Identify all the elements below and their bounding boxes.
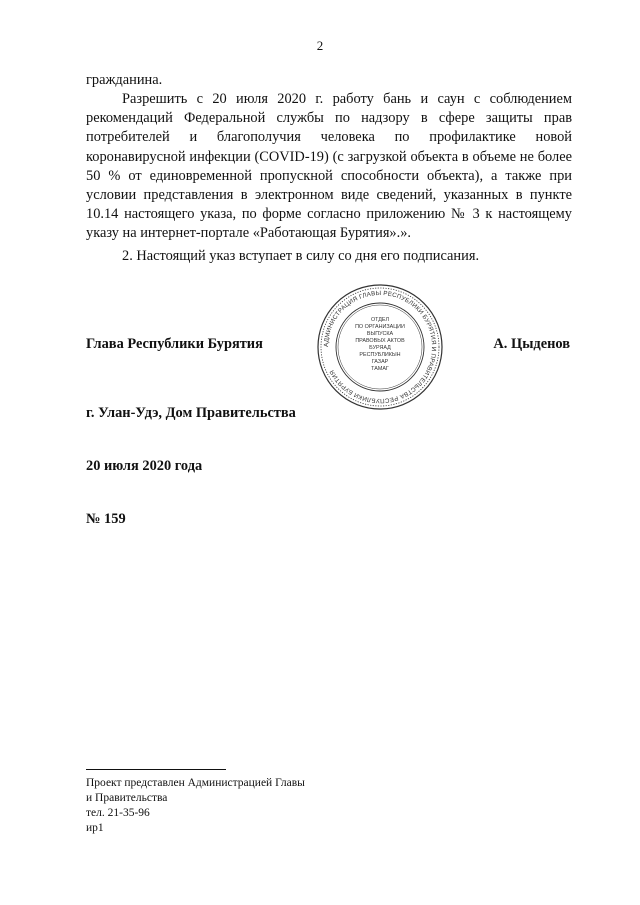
- paragraph-text: гражданина.: [86, 72, 163, 88]
- seal-ring-text: АДМИНИСТРАЦИЯ ГЛАВЫ РЕСПУБЛИКИ БУРЯТИЯ И ПРАВИТЕЛЬСТВА РЕСПУБЛИКИ БУРЯТИЯ: [322, 289, 438, 405]
- footnote-line: ир1: [86, 822, 104, 834]
- signer-title: Глава Республики Бурятия: [86, 336, 263, 352]
- footnote-divider: [86, 769, 226, 770]
- signer-name: А. Цыденов: [493, 336, 570, 352]
- footnote: [86, 776, 305, 836]
- paragraph-baths: [86, 90, 572, 244]
- seal-line: ПО ОРГАНИЗАЦИИ: [355, 324, 405, 330]
- paragraph-effective: [86, 247, 572, 266]
- signing-date: 20 июля 2020 года: [86, 458, 203, 474]
- footnote-line: и Правительства: [86, 792, 168, 804]
- footnote-line: Проект представлен Администрацией Главы: [86, 777, 305, 789]
- seal-line: РЕСПУБЛИКЫН: [359, 352, 401, 358]
- seal-line: ВЫПУСКА: [366, 331, 394, 337]
- decree-number: № 159: [86, 511, 126, 527]
- paragraph-text: 2. Настоящий указ вступает в силу со дня его подписания.: [122, 248, 480, 264]
- signing-place: г. Улан-Удэ, Дом Правительства: [86, 405, 296, 421]
- seal-line: ТАМАГ: [371, 366, 389, 372]
- official-seal: [316, 283, 444, 411]
- paragraph-continuation: [86, 71, 572, 90]
- seal-line: ГАЗАР: [371, 359, 389, 365]
- footnote-line: тел. 21-35-96: [86, 807, 150, 819]
- seal-line: БУРЯАД: [369, 345, 391, 351]
- seal-line: ПРАВОВЫХ АКТОВ: [355, 338, 405, 344]
- page-number: 2: [316, 38, 324, 53]
- seal-line: ОТДЕЛ: [370, 317, 390, 323]
- paragraph-text: Разрешить с 20 июля 2020 г. работу бань и саун с соблюдением рекомендаций Федеральной службы по надзору в сфере защиты прав потребителей и благополучия человека по профилактике новой коронавирусной инфекции (COVID-19) (с загрузкой объекта в объеме не более 50 % от единовременной пропускной способности объекта), а также при условии представления в электронном виде сведений, указанных в пункте 10.14 настоящего указа, по форме согласно приложению № 3 к настоящему указу на интернет-портале «Работающая Бурятия».».: [86, 91, 572, 242]
